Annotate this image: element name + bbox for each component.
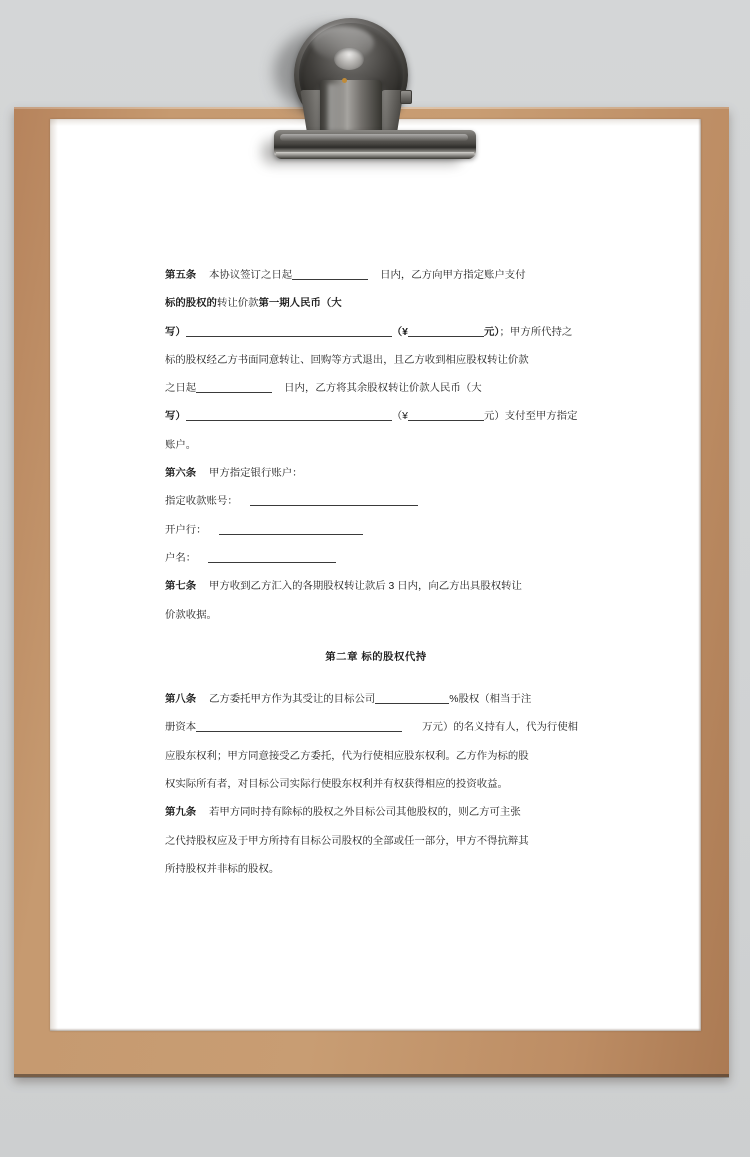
article-9-line-2: 之代持股权应及于甲方所持有目标公司股权的全部或任一部分，甲方不得抗辩其 <box>165 835 529 847</box>
article-8-number: 第八条 <box>165 694 197 706</box>
article-8-text-1: 乙方委托甲方作为其受让的目标公司 <box>209 694 376 706</box>
article-8-text-3: 册资本 <box>165 722 197 734</box>
article-5-text-14: （¥ <box>391 411 408 423</box>
chapter-2-heading: 第二章 标的股权代持 <box>325 651 427 663</box>
article-5-number: 第五条 <box>165 270 197 281</box>
article-5-text-15: 元）支付至甲方指定 <box>483 411 578 423</box>
bank-field-branch-label: 开户行： <box>165 524 207 536</box>
account-name-field[interactable] <box>208 552 336 563</box>
article-7-line-1: 甲方收到乙方汇入的各期股权转让款后 3 日内，向乙方出具股权转让 <box>209 581 522 593</box>
article-9-paragraph <box>165 799 587 884</box>
clip-side-tab <box>400 90 412 104</box>
article-7-paragraph <box>165 573 587 630</box>
article-5-text-12: 日内，乙方将其余股权转让价款人民币（大 <box>284 383 482 395</box>
article-5-blank-amount-digits-1[interactable] <box>408 326 484 337</box>
article-8-text-4: 万元）的名义持有人，代为行使相 <box>422 722 579 734</box>
article-5-text-4: 转让价款 <box>216 298 259 310</box>
article-6-paragraph <box>165 460 587 488</box>
bank-field-branch-row <box>165 517 587 545</box>
article-5-paragraph <box>165 262 587 460</box>
clipboard-metal-clip[interactable] <box>268 18 482 170</box>
article-5-blank-days-1[interactable] <box>292 269 368 280</box>
article-9-number: 第九条 <box>165 807 197 819</box>
clip-knob-highlight-top <box>312 26 374 60</box>
article-5-text-9: ；甲方所代持之 <box>499 326 573 338</box>
article-8-text-5: 应股东权利；甲方同意接受乙方委托，代为行使相应股东权利。乙方作为标的股 <box>165 750 529 762</box>
article-8-text-2: %股权（相当于注 <box>449 694 532 706</box>
article-9-line-1: 若甲方同时持有除标的股权之外目标公司其他股权的，则乙方可主张 <box>209 807 521 819</box>
article-9-line-3: 所持股权并非标的股权。 <box>165 863 280 875</box>
article-5-blank-amount-words-2[interactable] <box>186 410 392 421</box>
article-5-blank-amount-words-1[interactable] <box>186 326 392 337</box>
clip-bar-lower-lip <box>276 152 474 159</box>
clip-bar-highlight <box>280 134 468 141</box>
bank-field-account-number-label: 指定收款账号： <box>165 496 238 508</box>
article-8-text-6: 权实际所有者，对目标公司实际行使股东权利并有权获得相应的投资收益。 <box>165 779 508 791</box>
article-5-text-7: （¥ <box>391 326 408 338</box>
chapter-heading-spacer-bottom <box>165 672 587 686</box>
bank-field-name-label: 户名： <box>165 552 197 564</box>
article-5-text-13: 写） <box>165 411 186 423</box>
account-number-field[interactable] <box>250 495 418 506</box>
bank-branch-field[interactable] <box>219 524 363 535</box>
article-6-title: 甲方指定银行账户： <box>209 468 303 480</box>
article-5-blank-days-2[interactable] <box>196 382 272 393</box>
article-8-paragraph <box>165 686 587 799</box>
article-5-text-16: 账户。 <box>165 439 197 451</box>
article-5-blank-amount-digits-2[interactable] <box>408 410 484 421</box>
chapter-heading-spacer <box>165 630 587 644</box>
clipboard-bottom-edge-shadow <box>14 1074 729 1077</box>
article-7-number: 第七条 <box>165 581 197 593</box>
article-5-text-3: 标的股权的 <box>165 298 217 310</box>
article-6-number: 第六条 <box>165 468 197 480</box>
bank-field-account-number-row <box>165 488 587 516</box>
article-5-text-6: 写） <box>165 326 186 338</box>
bank-field-name-row <box>165 545 587 573</box>
article-5-text-1: 本协议签订之日起 <box>209 270 293 281</box>
article-8-blank-equity-percent[interactable] <box>375 693 449 704</box>
article-5-text-5: 第一期人民币（大 <box>258 298 342 310</box>
article-8-blank-registered-capital[interactable] <box>196 721 402 732</box>
clip-rivet-dot <box>342 78 347 83</box>
article-5-text-2: 日内，乙方向甲方指定账户支付 <box>380 270 526 281</box>
article-7-line-2: 价款收据。 <box>165 609 217 621</box>
article-5-text-10: 标的股权经乙方书面同意转让、回购等方式退出，且乙方收到相应股权转让价款 <box>165 354 529 366</box>
document-body-text <box>165 262 587 884</box>
article-5-text-11: 之日起 <box>165 383 197 395</box>
paper-left-shading <box>50 119 58 1031</box>
article-5-text-8: 元） <box>483 326 500 338</box>
